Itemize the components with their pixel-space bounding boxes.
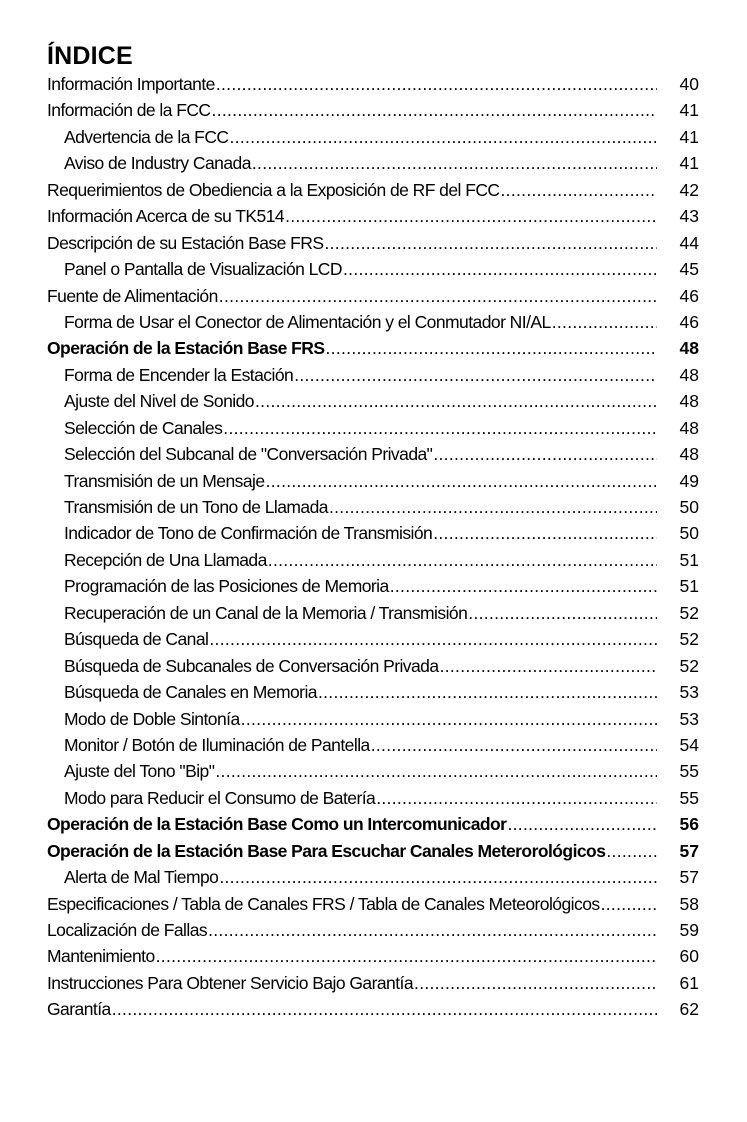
dot-leader [433,444,657,465]
toc-entry-title: Operación de la Estación Base FRS [47,338,325,359]
toc-entry-title: Requerimientos de Obediencia a la Exposición de RF del FCC [47,179,500,200]
dot-leader [414,973,657,994]
toc-entry [47,814,699,840]
toc-entry-title: Alerta de Mal Tiempo [64,867,219,888]
toc-entry-page-number: 52 [679,629,699,650]
toc-entry-page-number: 41 [679,126,699,147]
toc-entry-title: Información Importante [47,74,215,94]
toc-entry-page-number: 56 [679,814,699,835]
toc-entry-title: Operación de la Estación Base Para Escuchar Canales Meterorológicos [47,840,606,861]
dot-leader [112,999,657,1020]
toc-entry [47,576,699,602]
toc-entry-title: Búsqueda de Canales en Memoria [64,682,317,703]
toc-entry [47,999,699,1025]
toc-entry [47,867,699,893]
toc-entry-page-number: 54 [679,734,699,755]
toc-entry-title: Modo para Reducir el Consumo de Batería [64,787,376,808]
toc-entry-page-number: 46 [679,285,699,306]
dot-leader [468,603,657,624]
toc-entry-page-number: 48 [679,338,699,359]
toc-entry-title: Forma de Encender la Estación [64,364,294,385]
toc-entry [47,682,699,708]
toc-entry-page-number: 62 [679,999,699,1020]
toc-entry [47,788,699,814]
toc-entry [47,127,699,153]
toc-entry [47,761,699,787]
toc-entry-page-number: 53 [679,682,699,703]
toc-entry-page-number: 61 [679,972,699,993]
toc-entry-title: Localización de Fallas [47,920,208,940]
toc-entry [47,946,699,972]
toc-entry-title: Recuperación de un Canal de la Memoria / Transmisión [64,602,468,623]
dot-leader [324,233,657,254]
toc-entry [47,391,699,417]
toc-entry-page-number: 48 [679,364,699,385]
dot-leader [371,735,657,756]
dot-leader [606,841,657,862]
dot-leader [501,180,657,201]
toc-entry-page-number: 52 [679,602,699,623]
toc-entry [47,286,699,312]
dot-leader [219,286,657,307]
toc-entry-page-number: 41 [679,100,699,121]
toc-entry [47,233,699,259]
dot-leader [252,153,657,174]
dot-leader [230,127,657,148]
toc-entry [47,841,699,867]
toc-entry-page-number: 58 [679,893,699,914]
dot-leader [216,74,657,95]
toc-entry [47,100,699,126]
dot-leader [285,206,657,227]
toc-entry-title: Monitor / Botón de Iluminación de Pantella [64,734,370,755]
toc-entry-page-number: 55 [679,787,699,808]
toc-entry-page-number: 52 [679,655,699,676]
dot-leader [266,471,657,492]
toc-entry-title: Descripción de su Estación Base FRS [47,232,324,253]
dot-leader [208,920,657,941]
toc-entry-page-number: 53 [679,708,699,729]
toc-entry-page-number: 60 [679,946,699,967]
toc-entry-title: Advertencia de la FCC [64,126,229,147]
toc-entry [47,603,699,629]
toc-entry-page-number: 57 [679,840,699,861]
toc-entry-page-number: 48 [679,444,699,465]
toc-entry [47,471,699,497]
dot-leader [433,523,657,544]
toc-entry [47,629,699,655]
toc-entry-page-number: 55 [679,761,699,782]
toc-entry-page-number: 51 [679,576,699,597]
toc-entry [47,920,699,946]
toc-entry [47,259,699,285]
toc-entry-title: Ajuste del Nivel de Sonido [64,391,254,412]
toc-entry [47,656,699,682]
toc-entry-title: Especificaciones / Tabla de Canales FRS / Tabla de Canales Meteorológicos [47,893,600,914]
toc-entry-page-number: 50 [679,497,699,517]
toc-entry-page-number: 44 [679,232,699,253]
toc-entry-title: Búsqueda de Subcanales de Conversación Privada [64,655,439,676]
toc-entry-title: Operación de la Estación Base Como un Intercomunicador [47,814,507,835]
dot-leader [212,100,657,121]
dot-leader [390,576,657,597]
toc-entry-title: Indicador de Tono de Confirmación de Transmisión [64,523,433,544]
toc-entry [47,735,699,761]
toc-entry [47,523,699,549]
dot-leader [318,682,657,703]
dot-leader [268,550,657,571]
toc-entry-page-number: 43 [679,206,699,227]
toc-entry-page-number: 59 [679,920,699,940]
dot-leader [507,814,657,835]
toc-entry [47,365,699,391]
toc-entry-page-number: 49 [679,470,699,491]
toc-entry-title: Transmisión de un Mensaje [64,470,265,491]
toc-entry-page-number: 51 [679,549,699,570]
toc-entry-page-number: 46 [679,311,699,332]
toc-entry-title: Forma de Usar el Conector de Alimentación y el Conmutador NI/AL [64,311,551,332]
dot-leader [215,761,657,782]
toc-entry-page-number: 45 [679,259,699,280]
toc-entry-page-number: 50 [679,523,699,544]
document-page [47,40,699,1026]
toc-entry-page-number: 40 [679,74,699,94]
dot-leader [156,946,657,967]
toc-entry-page-number: 41 [679,153,699,174]
toc-entry [47,418,699,444]
toc-entry [47,497,699,523]
toc-entry-title: Ajuste del Tono "Bip" [64,761,215,782]
toc-entry [47,312,699,338]
dot-leader [255,391,657,412]
toc-entry-page-number: 48 [679,391,699,412]
toc-entry-title: Búsqueda de Canal [64,629,209,650]
dot-leader [343,259,657,280]
dot-leader [219,867,657,888]
toc-entry [47,444,699,470]
toc-entry-page-number: 48 [679,417,699,438]
toc-entry-title: Instrucciones Para Obtener Servicio Bajo Garantía [47,972,414,993]
toc-entry [47,338,699,364]
toc-entry-title: Información Acerca de su TK514 [47,206,285,227]
toc-entry-title: Selección de Canales [64,417,223,438]
toc-entry-title: Aviso de Industry Canada [64,153,251,174]
toc-entry [47,894,699,920]
toc-entry-title: Garantía [47,999,111,1020]
dot-leader [601,894,657,915]
toc-entry [47,180,699,206]
toc-entry-title: Programación de las Posiciones de Memoria [64,576,389,597]
dot-leader [294,365,657,386]
dot-leader [329,497,657,518]
dot-leader [552,312,657,333]
toc-entry-page-number: 57 [679,867,699,888]
toc-entry-title: Recepción de Una Llamada [64,549,267,570]
toc-entry-title: Modo de Doble Sintonía [64,708,240,729]
toc-entry [47,153,699,179]
toc-entry-title: Información de la FCC [47,100,211,121]
dot-leader [209,629,657,650]
toc-entry-title: Selección del Subcanal de "Conversación Privada" [64,444,433,465]
dot-leader [223,418,657,439]
toc-entry [47,206,699,232]
dot-leader [241,709,657,730]
toc-entry-title: Fuente de Alimentación [47,285,218,306]
toc-entry [47,74,699,100]
toc-entry-title: Transmisión de un Tono de Llamada [64,497,328,517]
toc-entry [47,709,699,735]
dot-leader [376,788,657,809]
dot-leader [326,338,657,359]
toc-entry [47,550,699,576]
toc-entry-page-number: 42 [679,179,699,200]
toc-entry [47,973,699,999]
dot-leader [440,656,657,677]
toc-entry-title: Panel o Pantalla de Visualización LCD [64,259,342,280]
page-title: ÍNDICE [47,42,133,70]
toc-entry-title: Mantenimiento [47,946,155,967]
toc-list [47,74,699,1026]
